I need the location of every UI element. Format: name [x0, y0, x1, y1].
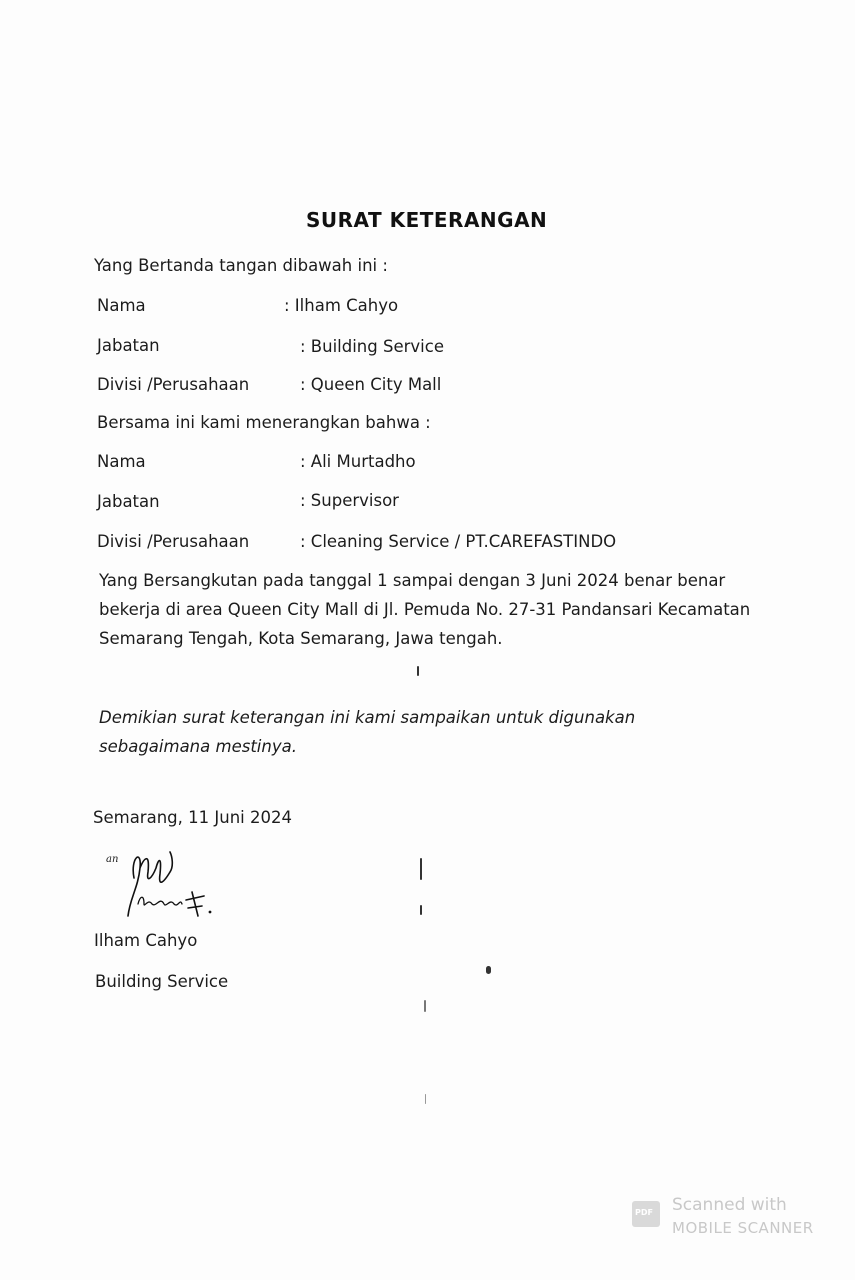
signer-name-value: : Ilham Cahyo — [284, 296, 399, 315]
signature — [100, 838, 230, 928]
signer-position-value: : Building Service — [300, 337, 444, 356]
scan-mark — [425, 1094, 426, 1104]
signer-name-label: Nama — [97, 296, 146, 315]
signature-annotation: an — [106, 854, 119, 865]
scan-mark — [424, 1000, 426, 1012]
subject-name-value: : Ali Murtadho — [300, 452, 416, 471]
pdf-icon: PDF — [632, 1201, 660, 1227]
scanner-watermark — [632, 1195, 822, 1243]
closing-paragraph: Demikian surat keterangan ini kami sampaikan untuk digunakan sebagaimana mestinya. — [99, 708, 636, 756]
subject-position-value: : Supervisor — [300, 491, 399, 510]
watermark-line2: MOBILE SCANNER — [672, 1219, 814, 1237]
signer-division-value: : Queen City Mall — [300, 375, 442, 394]
subject-position-label: Jabatan — [97, 492, 160, 511]
subject-name-label: Nama — [97, 452, 146, 471]
watermark-line1: Scanned with — [672, 1195, 787, 1215]
scan-dot — [486, 966, 491, 974]
signer-position-label: Jabatan — [97, 336, 160, 355]
scan-mark — [417, 666, 419, 676]
intro-text: Yang Bertanda tangan dibawah ini : — [94, 256, 388, 275]
document-title: SURAT KETERANGAN — [306, 208, 548, 232]
signer-division-label: Divisi /Perusahaan — [97, 375, 250, 394]
scan-mark — [420, 858, 422, 880]
signer-name: Ilham Cahyo — [94, 931, 198, 950]
signer-position: Building Service — [95, 972, 229, 991]
scan-mark — [420, 905, 422, 915]
statement-intro: Bersama ini kami menerangkan bahwa : — [97, 413, 431, 432]
place-date: Semarang, 11 Juni 2024 — [93, 808, 292, 827]
body-paragraph: Yang Bersangkutan pada tanggal 1 sampai dengan 3 Juni 2024 benar benar bekerja di area Queen City Mall di Jl. Pemuda No. 27-31 Pandansari Kecamatan Semarang Tengah, Kota Semarang, Jawa tengah. — [99, 571, 751, 648]
subject-division-value: : Cleaning Service / PT.CAREFASTINDO — [300, 532, 617, 551]
subject-division-label: Divisi /Perusahaan — [97, 532, 250, 551]
